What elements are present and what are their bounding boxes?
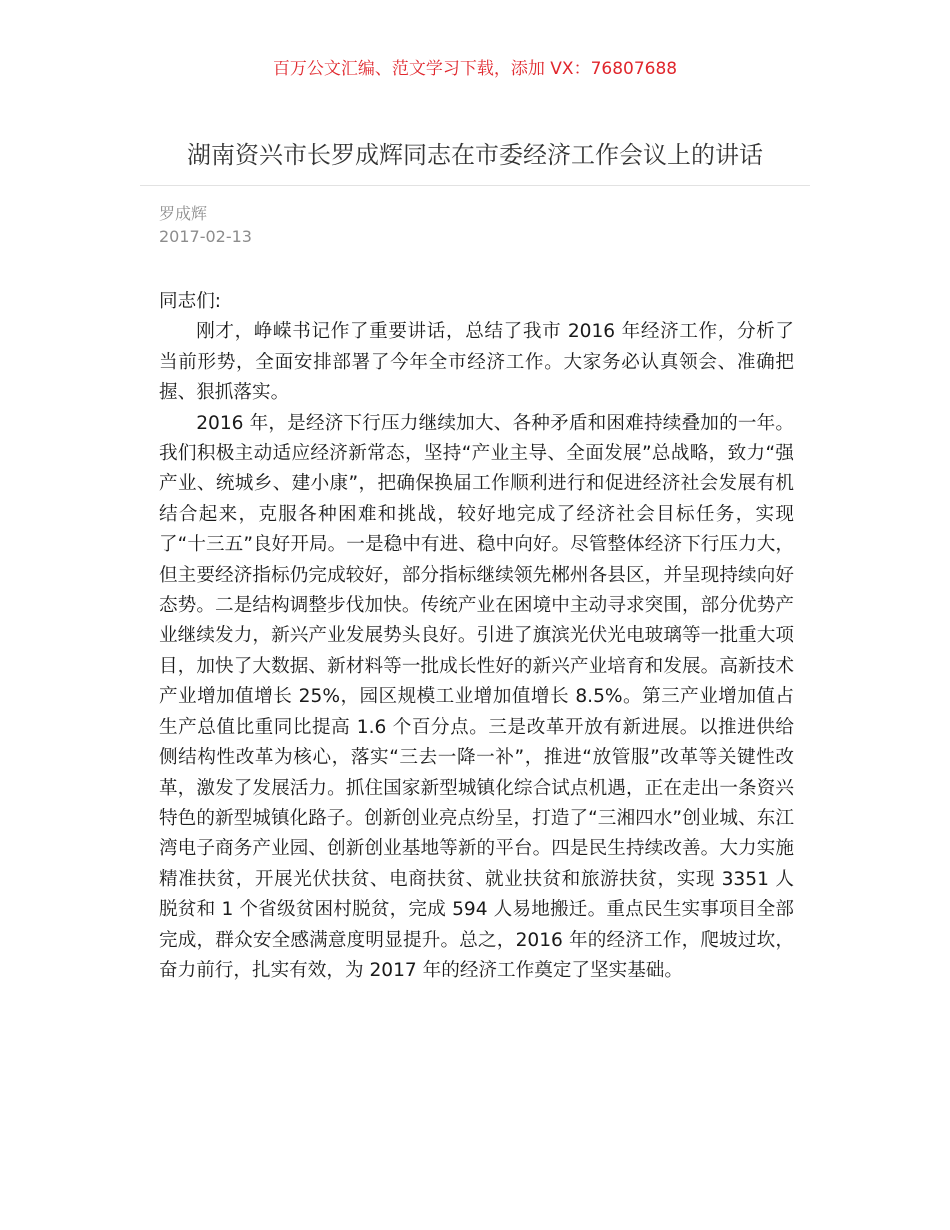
article-title: 湖南资兴市长罗成辉同志在市委经济工作会议上的讲话 bbox=[187, 141, 763, 169]
salutation: 同志们: bbox=[159, 291, 222, 312]
article-date: 2017-02-13 bbox=[159, 227, 252, 246]
paragraph: 刚才，峥嵘书记作了重要讲话，总结了我市 2016 年经济工作，分析了当前形势，全面安排部署了今年全市经济工作。大家务必认真领会、准确把握、狠抓落实。 bbox=[159, 321, 794, 404]
article-author: 罗成辉 bbox=[159, 204, 208, 223]
paragraph: 2016 年，是经济下行压力继续加大、各种矛盾和困难持续叠加的一年。我们积极主动适应经济新常态，坚持“产业主导、全面发展”总战略，致力“强产业、统城乡、建小康”，把确保换届工作顺利进行和促进经济社会发展有机结合起来，克服各种困难和挑战，较好地完成了经济社会目标任务，实现了“十三五”良好开局。一是稳中有进、稳中向好。尽管整体经济下行压力大，但主要经济指标仍完成较好，部分指标继续领先郴州各县区，并呈现持续向好态势。二是结构调整步伐加快。传统产业在困境中主动寻求突围，部分优势产业继续发力，新兴产业发展势头良好。引进了旗滨光伏光电玻璃等一批重大项目，加快了大数据、新材料等一批成长性好的新兴产业培育和发展。高新技术产业增加值增长 25%，园区规模工业增加值增长 8.5%。第三产业增加值占生产总值比重同比提高 1.6 个百分点。三是改革开放有新进展。以推进供给侧结构性改革为核心，落实“三去一降一补”，推进“放管服”改革等关键性改革，激发了发展活力。抓住国家新型城镇化综合试点机遇，正在走出一条资兴特色的新型城镇化路子。创新创业亮点纷呈，打造了“三湘四水”创业城、东江湾电子商务产业园、创新创业基地等新的平台。四是民生持续改善。大力实施精准扶贫，开展光伏扶贫、电商扶贫、就业扶贫和旅游扶贫，实现 3351 人脱贫和 1 个省级贫困村脱贫，完成 594 人易地搬迁。重点民生实事项目全部完成，群众安全感满意度明显提升。总之，2016 年的经济工作，爬坡过坎，奋力前行，扎实有效，为 2017 年的经济工作奠定了坚实基础。 bbox=[159, 412, 794, 981]
title-divider bbox=[140, 185, 810, 186]
article-body bbox=[159, 287, 794, 986]
promo-banner: 百万公文汇编、范文学习下载，添加 VX：76807688 bbox=[272, 59, 678, 79]
